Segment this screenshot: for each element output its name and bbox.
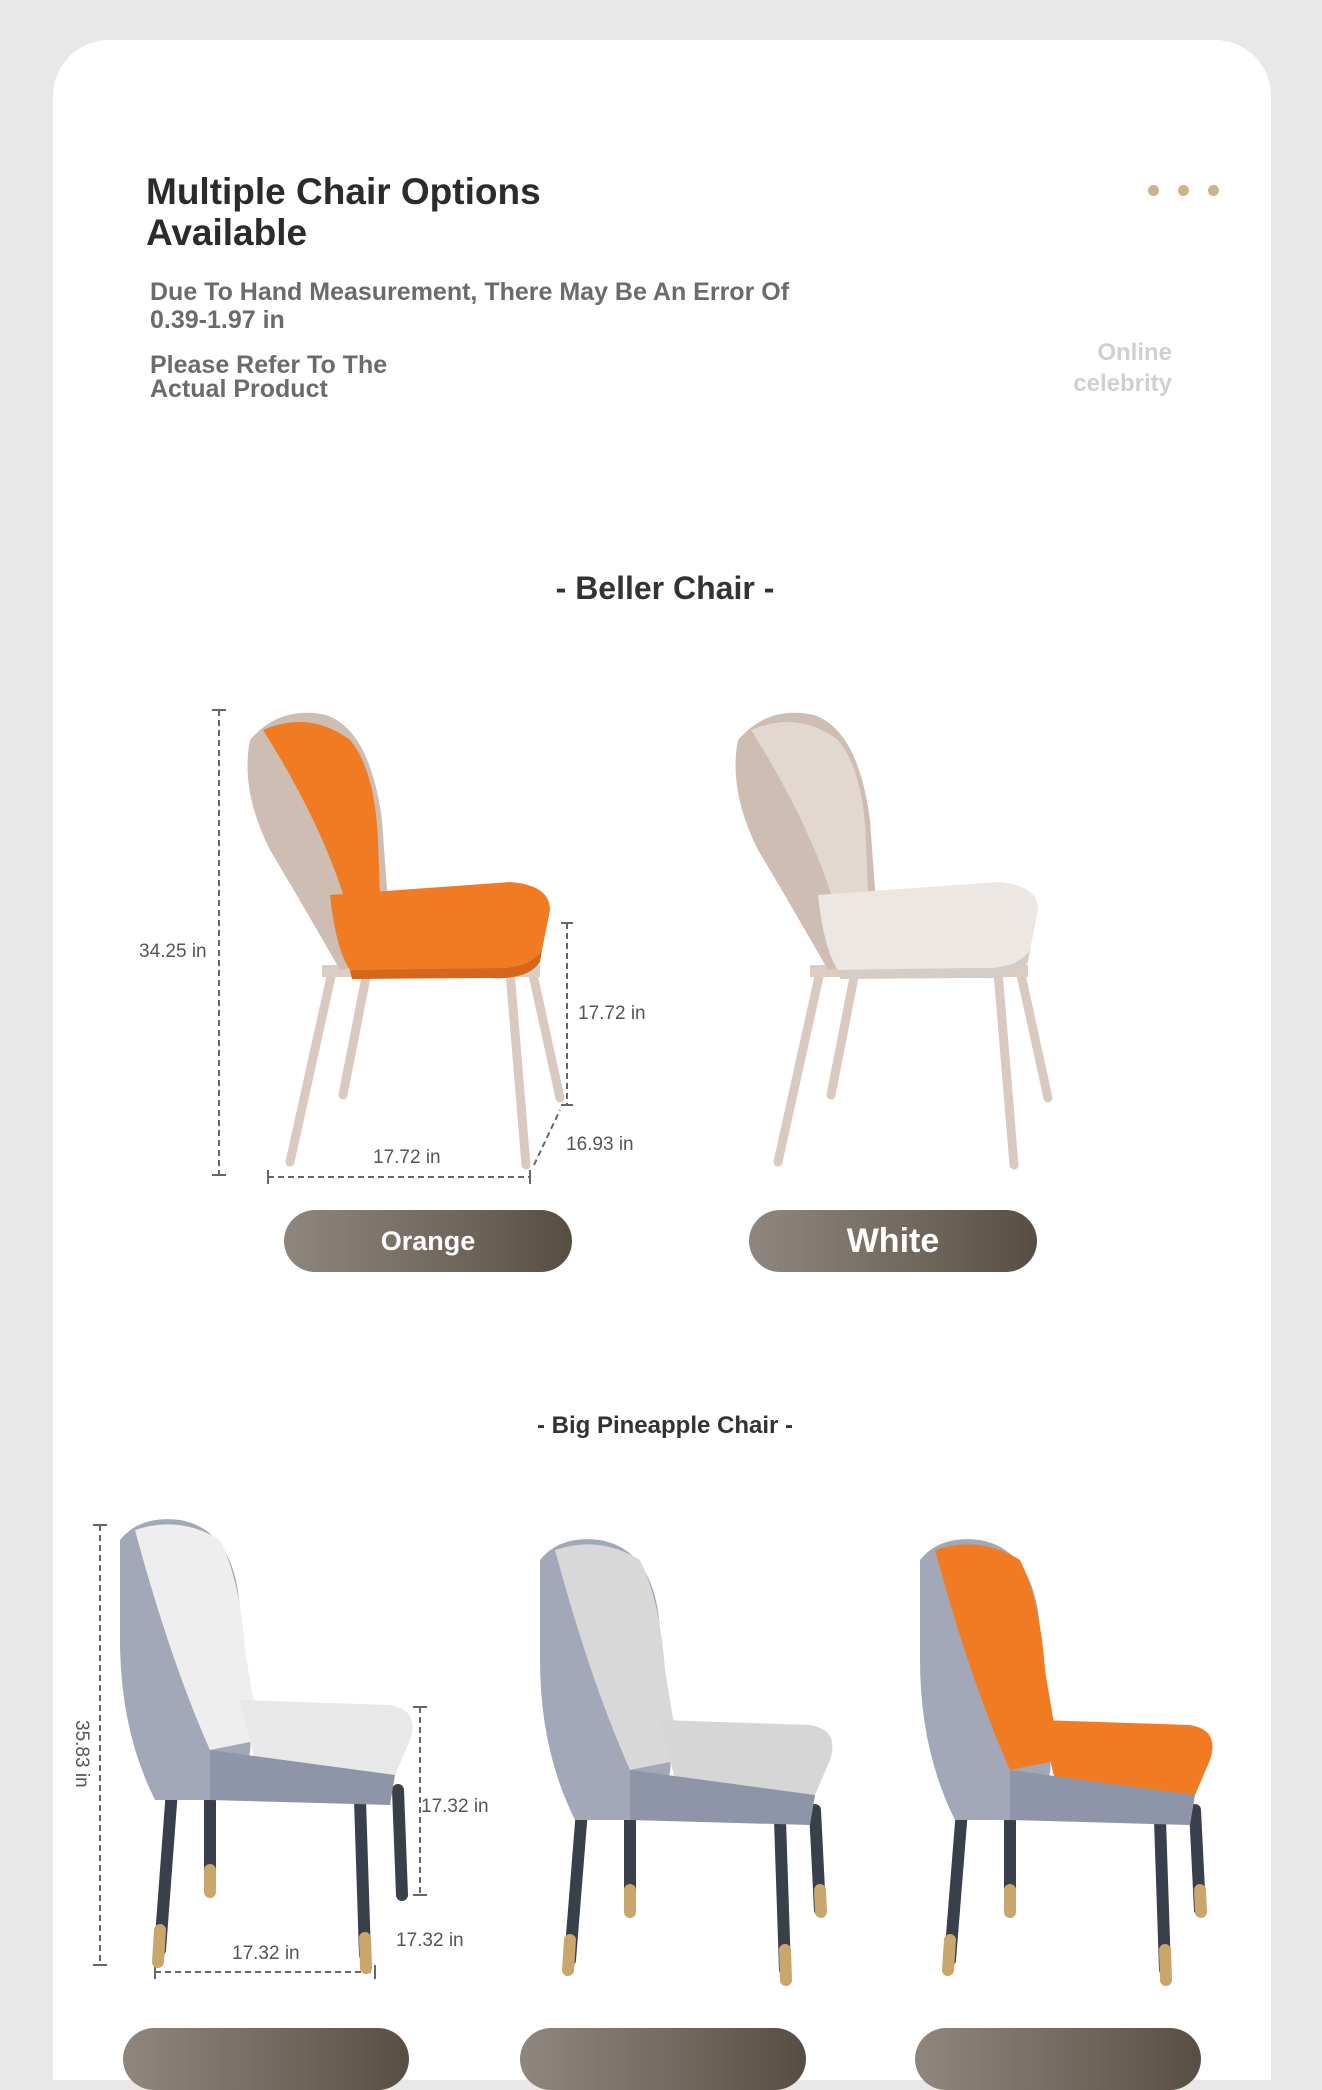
measurement-note: Due To Hand Measurement, There May Be An Error Of 0.39-1.97 in: [150, 278, 790, 334]
pineapple-option-1-button[interactable]: [123, 2028, 409, 2090]
pineapple-height-dim: 35.83 in: [71, 1720, 92, 1788]
dot: [1148, 185, 1159, 196]
more-dots-icon[interactable]: [1148, 185, 1219, 196]
beller-heading: - Beller Chair -: [555, 570, 775, 606]
beller-white-chair-image: [720, 700, 1100, 1190]
pineapple-heading: - Big Pineapple Chair -: [536, 1412, 794, 1439]
refer-note: Please Refer To The Actual Product: [150, 351, 388, 403]
option-orange-button[interactable]: Orange: [284, 1210, 572, 1272]
beller-height-dim: 34.25 in: [139, 941, 207, 962]
page-title: Multiple Chair Options Available: [146, 171, 541, 253]
pineapple-grey-chair-image: [510, 1520, 850, 2000]
pineapple-orange-chair-image: [890, 1520, 1230, 2000]
pineapple-seat-height-dim: 17.32 in: [421, 1796, 489, 1817]
pineapple-width-dim: 17.32 in: [232, 1943, 300, 1964]
pineapple-option-2-button[interactable]: [520, 2028, 806, 2090]
pineapple-depth-dim: 17.32 in: [396, 1930, 464, 1951]
pineapple-option-3-button[interactable]: [915, 2028, 1201, 2090]
beller-width-dim: 17.72 in: [373, 1147, 441, 1168]
ghost-label: Online celebrity: [1073, 339, 1172, 397]
pineapple-white-chair-image: [60, 1500, 520, 1980]
beller-seat-height-dim: 17.72 in: [578, 1003, 646, 1024]
beller-orange-chair-image: [130, 700, 670, 1190]
option-white-button[interactable]: White: [749, 1210, 1037, 1272]
dot: [1208, 185, 1219, 196]
beller-depth-dim: 16.93 in: [566, 1134, 634, 1155]
dot: [1178, 185, 1189, 196]
